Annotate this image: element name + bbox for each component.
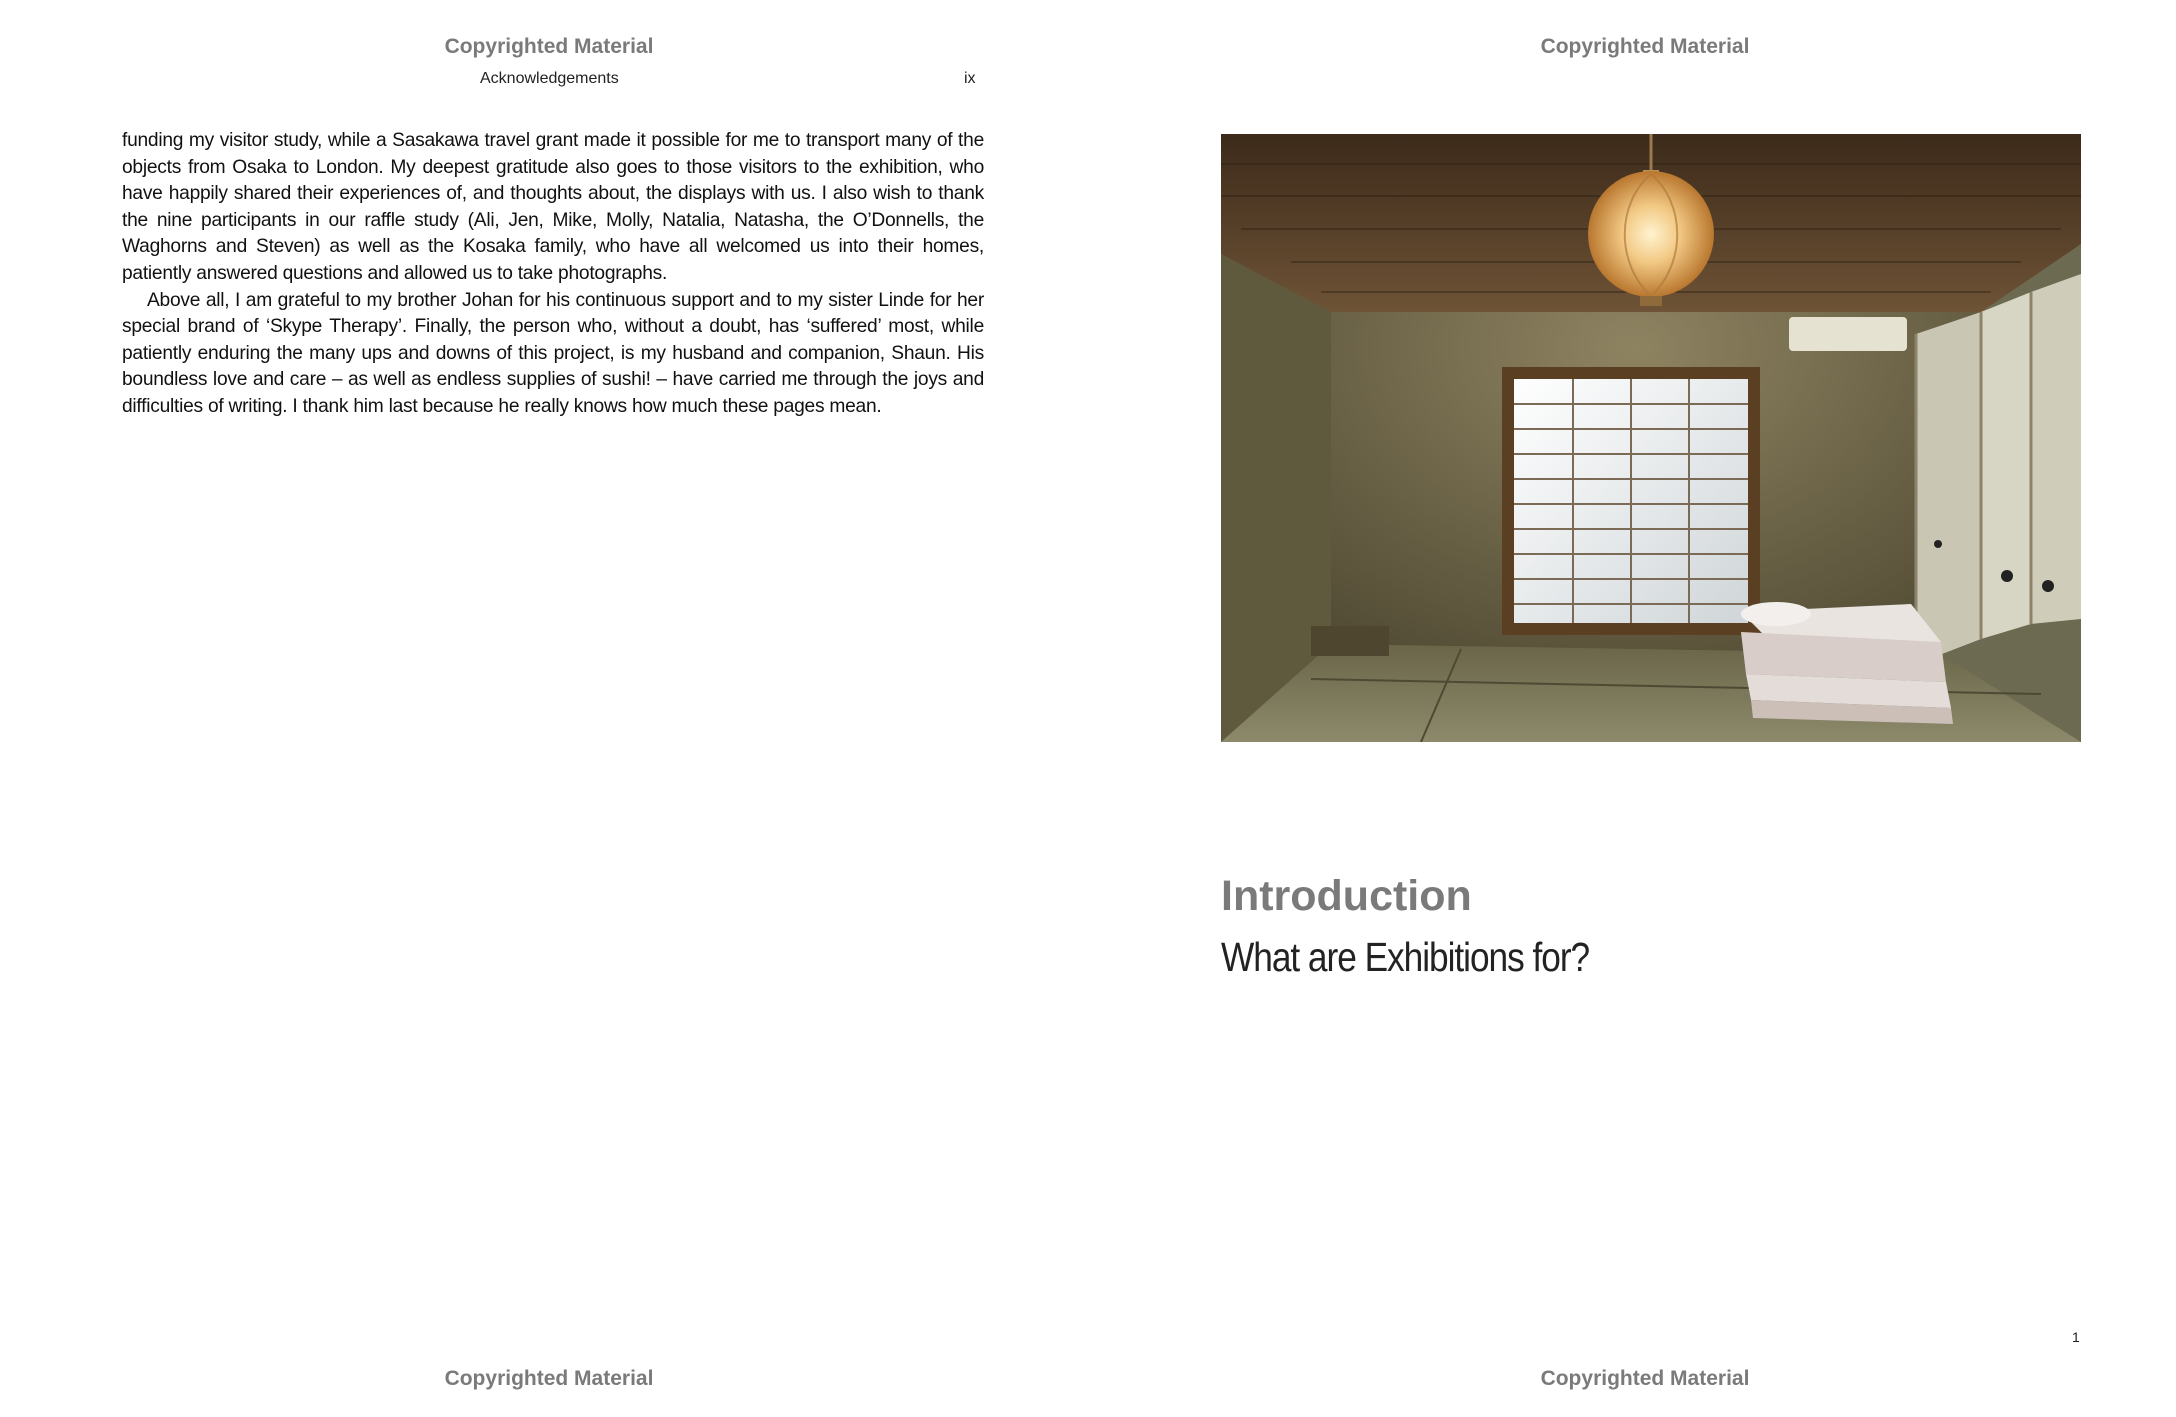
running-head: Acknowledgements [480,70,619,87]
paragraph: Above all, I am grateful to my brother Johan for his continuous support and to my sister Linde for her special brand of ‘Skype Therapy’. Finally, the person who, without a doubt, has ‘suffered’ most, while patiently enduring the many ups and downs of this project, is my husband and companion, Shaun. His boundless love and care – as well as endless supplies of sushi! – have carried me through the joys and difficulties of writing. I thank him last because he really knows how much these pages mean. [122,289,984,417]
copyright-watermark-bottom: Copyrighted Material [1540,1367,1750,1390]
chapter-title: Introduction [1221,872,1472,920]
copyright-watermark-top: Copyrighted Material [444,35,654,58]
tatami-room-photo [1221,134,2081,742]
paragraph: funding my visitor study, while a Sasakawa travel grant made it possible for me to transport many of the objects from Osaka to London. My deepest gratitude also goes to those visitors to the exhibition, who have happily shared their experiences of, and thoughts about, the displays with us. I also wish to thank the nine participants in our raffle study (Ali, Jen, Mike, Molly, Natalia, Natasha, the O’Donnells, the Waghorns and Steven) as well as the Kosaka family, who have all welcomed us into their homes, patiently answered questions and allowed us to take photographs. [122,130,984,284]
copyright-watermark-bottom: Copyrighted Material [444,1367,654,1390]
copyright-watermark-top: Copyrighted Material [1540,35,1750,58]
chapter-subtitle: What are Exhibitions for? [1221,934,1590,980]
page-number: ix [964,70,976,87]
page-number: 1 [2072,1329,2080,1345]
body-text [122,128,984,421]
